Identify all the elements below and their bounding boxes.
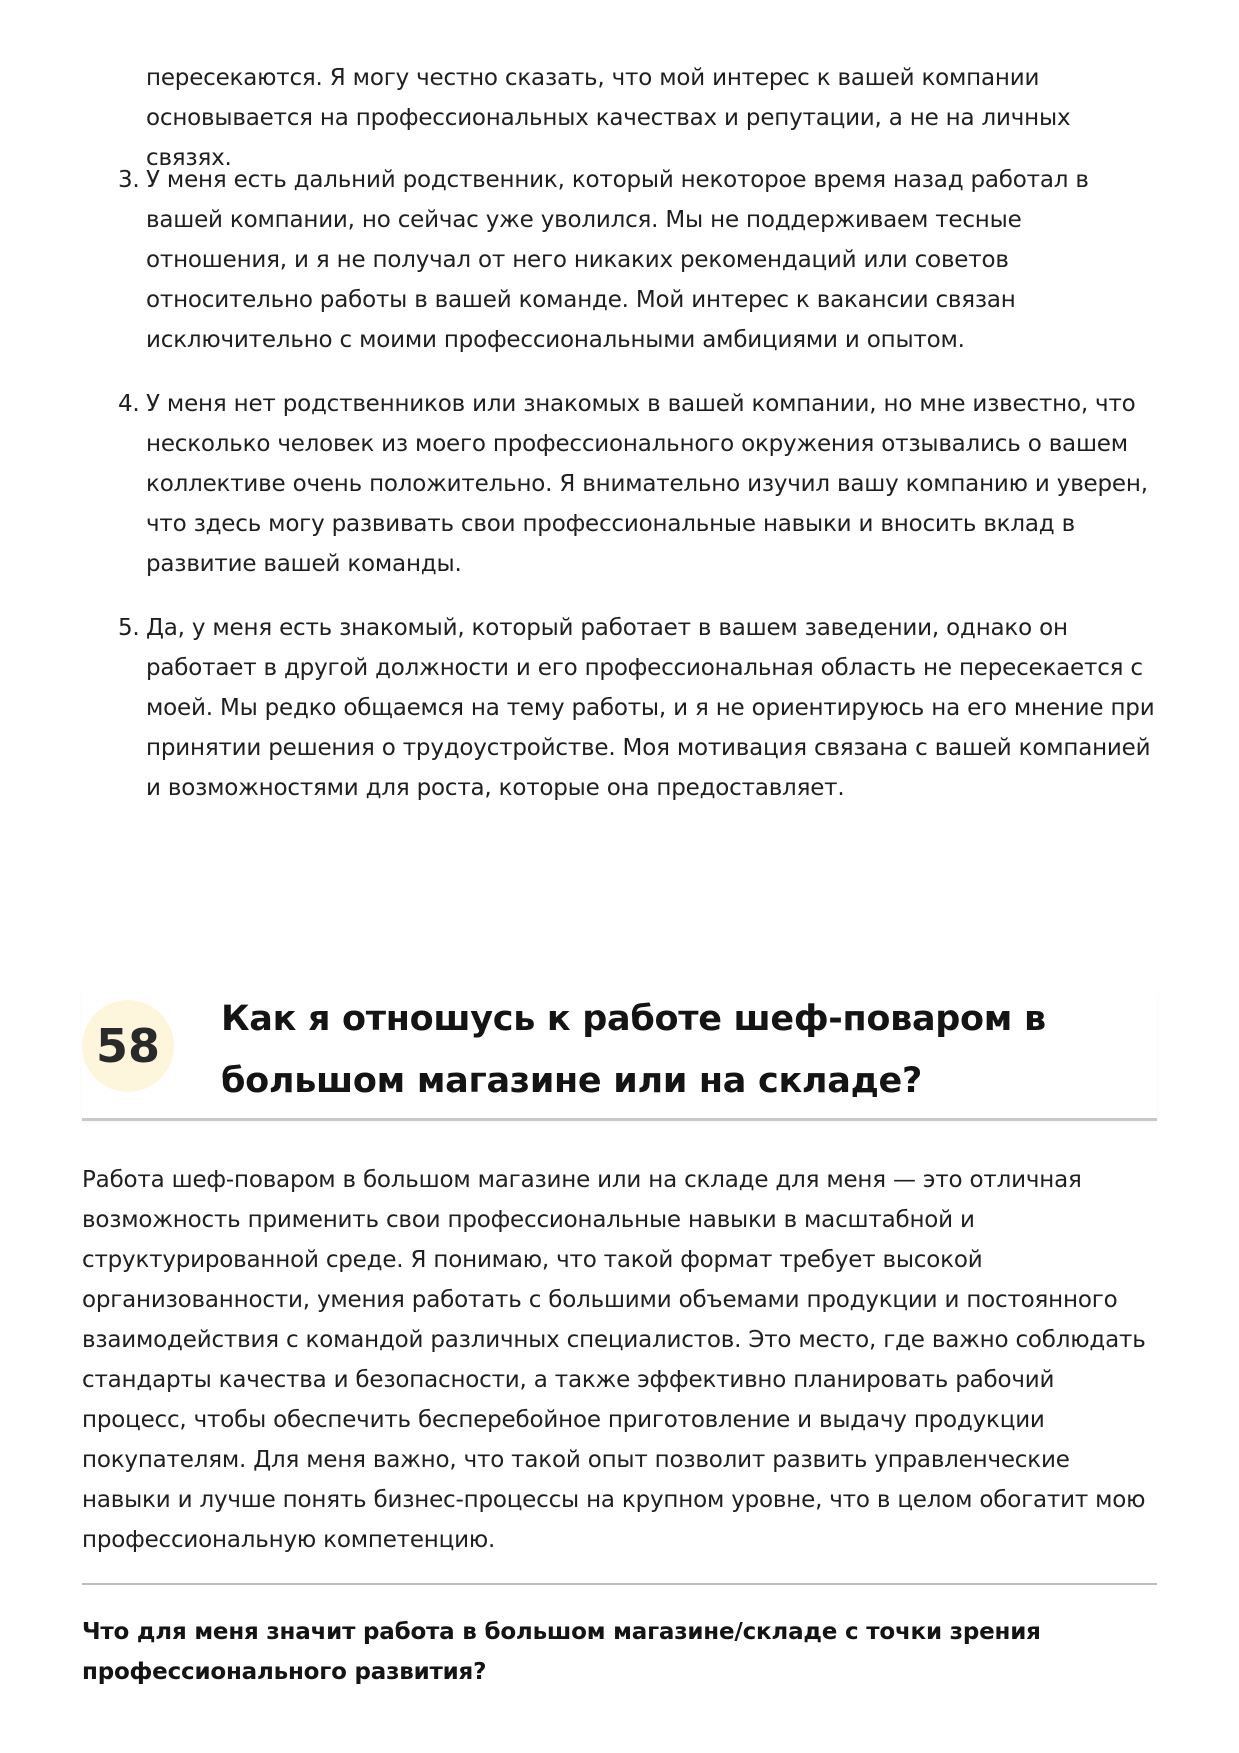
question-header [82,988,1157,1121]
continued-paragraph: пересекаются. Я могу честно сказать, что мой интерес к вашей компании основывается на профессиональных качествах и репутации, а не на личных связях. [146,65,1071,171]
list-item [0,384,1160,584]
list-item [0,608,1160,808]
list-item-text: Да, у меня есть знакомый, который работает в вашем заведении, однако он работает в другой должности и его профессиональная область не пересекается с моей. Мы редко общаемся на тему работы, и я не ориентируюсь на его мнение при принятии решения о трудоустройстве. Моя мотивация связана с вашей компанией и возможностями для роста, которые она предоставляет. [146,615,1155,801]
list-item-number: 5. [118,615,140,641]
question-number-badge: 58 [82,1000,174,1092]
subquestion-heading: Что для меня значит работа в большом магазине/складе с точки зрения профессионального развития? [82,1619,1041,1685]
section-divider [82,1583,1157,1585]
list-item-text: У меня есть дальний родственник, который некоторое время назад работал в вашей компании, но сейчас уже уволился. Мы не поддерживаем тесные отношения, и я не получал от него никаких рекомендаций или советов относительно работы в вашей команде. Мой интерес к вакансии связан исключительно с моими профессиональными амбициями и опытом. [146,167,1089,353]
list-item-number: 4. [118,391,140,417]
list-item [0,160,1160,360]
list-item-number: 3. [118,167,140,193]
answer-options-list [0,160,1160,832]
answer-paragraph: Работа шеф-поваром в большом магазине или на складе для меня — это отличная возможность применить свои профессиональные навыки в масштабной и структурированной среде. Я понимаю, что такой формат требует высокой организованности, умения работать с большими объемами продукции и постоянного взаимодействия с командой различных специалистов. Это место, где важно соблюдать стандарты качества и безопасности, а также эффективно планировать рабочий процесс, чтобы обеспечить бесперебойное приготовление и выдачу продукции покупателям. Для меня важно, что такой опыт позволит развить управленческие навыки и лучше понять бизнес-процессы на крупном уровне, что в целом обогатит мою профессиональную компетенцию. [82,1167,1146,1553]
list-item-text: У меня нет родственников или знакомых в вашей компании, но мне известно, что несколько человек из моего профессионального окружения отзывались о вашем коллективе очень положительно. Я внимательно изучил вашу компанию и уверен, что здесь могу развивать свои профессиональные навыки и вносить вклад в развитие вашей команды. [146,391,1148,577]
question-title: Как я отношусь к работе шеф-поваром в большом магазине или на складе? [221,999,1046,1101]
